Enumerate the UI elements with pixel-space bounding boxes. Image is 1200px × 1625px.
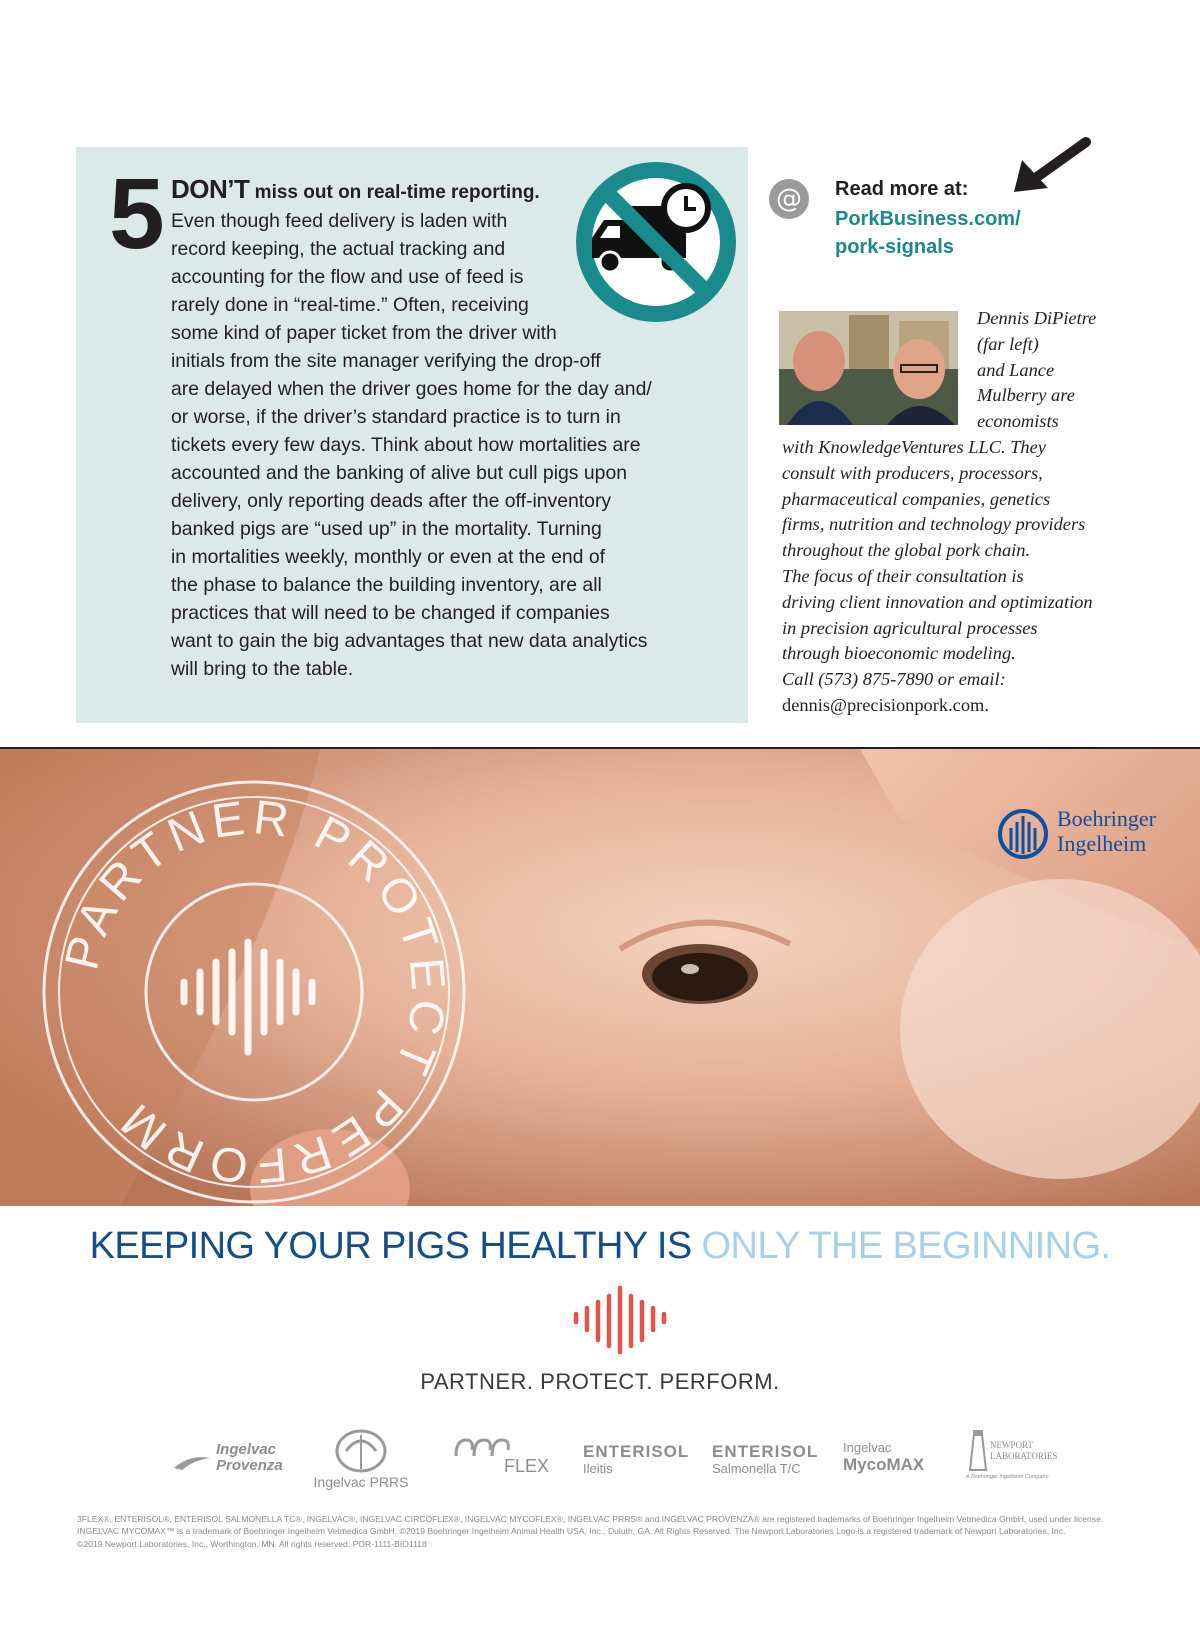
bio-line: through bioeconomic modeling. [782, 643, 1016, 664]
partner-protect-perform-stamp [38, 776, 470, 1208]
product-name: Ingelvac [843, 1440, 892, 1455]
at-sign-icon [768, 178, 810, 220]
lighthouse-icon [966, 1430, 990, 1474]
tip-line: accounting for the flow and use of feed is [171, 266, 524, 288]
tip-line: practices that will need to be changed if companies [171, 602, 610, 624]
product-name: Ingelvac [216, 1441, 277, 1458]
author-photo-illustration [779, 311, 958, 425]
stamp-ring-text: PARTNER PROTECT PERFORM [55, 790, 455, 1193]
legal-fine-print [77, 1513, 1127, 1550]
brand-line: Boehringer [1057, 806, 1156, 831]
bio-line: and Lance [977, 359, 1055, 380]
tip-line: want to gain the big advantages that new data analytics [171, 630, 648, 652]
headline-dark-part: KEEPING YOUR PIGS HEALTHY IS [89, 1225, 702, 1267]
bio-line: in precision agricultural processes [782, 617, 1038, 638]
logo-newport-laboratories [966, 1430, 1057, 1481]
tip-line: accounted and the banking of alive but cull pigs upon [171, 462, 628, 484]
tip-number: 5 [109, 158, 165, 270]
fine-print-line: ©2019 Newport Laboratories, Inc., Worthington, MN. All rights reserved. POR-1111-BIO1118 [77, 1538, 427, 1549]
product-name: Ingelvac PRRS [313, 1474, 409, 1490]
pulse-bars-icon [570, 1284, 682, 1356]
logo-3flex [452, 1436, 549, 1476]
tip-line: delivery, only reporting deads after the off-inventory [171, 490, 612, 512]
bio-line: (far left) [977, 333, 1039, 354]
tip-line: rarely done in “real-time.” Often, receiving [171, 294, 529, 316]
bio-line: The focus of their consultation is [782, 565, 1024, 586]
fine-print-line: 3FLEX®, ENTERISOL®, ENTERISOL SALMONELLA TC®, INGELVAC®, INGELVAC CIRCOFLEX®, INGELVAC MYCOFLEX®, INGELVAC PRRS® and INGELVAC PROVENZA® are registered trademarks of Boehringer Ingelheim Vetmedica GmbH, used under license. [77, 1514, 1104, 1524]
bio-line: with KnowledgeVentures LLC. They [782, 437, 1046, 457]
bio-line: driving client innovation and optimization [782, 591, 1093, 612]
logo-ingelvac-prrs [306, 1425, 416, 1491]
ad-headline [0, 1224, 1200, 1268]
provenza-swoosh-icon [172, 1452, 212, 1472]
bio-side-text [977, 306, 1096, 435]
product-name: ENTERISOL [583, 1442, 690, 1461]
logo-enterisol-salmonella [712, 1442, 818, 1477]
tip-heading-rest: miss out on real-time reporting. [249, 182, 540, 203]
bio-text [782, 435, 1093, 719]
product-name: Provenza [216, 1457, 283, 1474]
product-sub: A Boehringer Ingelheim Company [966, 1474, 1049, 1480]
headline-light-part: ONLY THE BEGINNING. [701, 1225, 1111, 1267]
tip-line: will bring to the table. [171, 658, 354, 680]
logo-ingelvac-mycomax [843, 1440, 924, 1475]
read-more-label: Read more at: [835, 178, 969, 200]
ad-tagline: PARTNER. PROTECT. PERFORM. [420, 1369, 780, 1394]
logo-ingelvac-provenza [172, 1442, 283, 1474]
product-name: ENTERISOL [712, 1442, 819, 1461]
tip-line: tickets every few days. Think about how mortalities are [171, 434, 641, 456]
bio-line: firms, nutrition and technology providers [782, 514, 1086, 535]
bio-line: Call (573) 875-7890 or email: [782, 669, 1006, 690]
svg-text:PARTNER PROTECT PERFORM [55, 791, 454, 1193]
tip-line: some kind of paper ticket from the driver with [171, 322, 557, 344]
bio-line: pharmaceutical companies, genetics [782, 488, 1051, 509]
arrow-pointer-icon [1008, 136, 1092, 200]
product-name: FLEX [504, 1456, 550, 1476]
no-truck-clock-icon [566, 158, 746, 326]
tip-heading-lead: DON’T [171, 174, 250, 204]
tip-line: or worse, if the driver’s standard practice is to turn in [171, 406, 621, 428]
brand-line: Ingelheim [1057, 831, 1147, 856]
svg-text:@: @ [776, 184, 802, 214]
tip-line: the phase to balance the building inventory, are all [171, 574, 602, 596]
read-more-link-line[interactable]: PorkBusiness.com/ [835, 208, 1021, 230]
tip-line: initials from the site manager verifying the drop-off [171, 350, 601, 372]
tip-line: in mortalities weekly, monthly or even at the end of [171, 546, 605, 568]
product-sub: Salmonella T/C [712, 1461, 801, 1476]
product-sub: Ileitis [583, 1461, 613, 1476]
author-photo [779, 311, 958, 425]
product-name: LABORATORIES [990, 1451, 1058, 1461]
read-more-link[interactable] [835, 205, 1055, 261]
tip-line: Even though feed delivery is laden with [171, 210, 508, 232]
bio-line: Dennis DiPietre [977, 308, 1097, 328]
bio-line: Mulberry are [977, 385, 1075, 406]
tip-line: banked pigs are “used up” in the mortality. Turning [171, 518, 602, 540]
boehringer-ingelheim-logo [1057, 806, 1156, 856]
bio-line: economists [977, 411, 1059, 432]
fine-print-line: INGELVAC MYCOMAX™ is a trademark of Boehringer Ingelheim Vetmedica GmbH. ©2019 Boehringer Ingelheim Animal Health USA, Inc., Duluth, GA. All Rights Reserved. The Newport Laboratories Logo is a registered trademark of Newport Laboratories, Inc. [77, 1526, 1066, 1537]
bio-email-link[interactable]: dennis@precisionpork.com. [782, 694, 989, 715]
bio-line: consult with producers, processors, [782, 462, 1043, 483]
product-name: NEWPORT [990, 1440, 1033, 1450]
logo-enterisol-ileitis [583, 1442, 689, 1477]
bio-line: throughout the global pork chain. [782, 540, 1031, 561]
tip-line: record keeping, the actual tracking and [171, 238, 506, 260]
read-more-link-line[interactable]: pork-signals [835, 236, 954, 258]
tip-line: are delayed when the driver goes home for the day and/ [171, 378, 652, 400]
product-name: MycoMAX [843, 1455, 925, 1474]
prrs-pig-icon [326, 1425, 396, 1473]
